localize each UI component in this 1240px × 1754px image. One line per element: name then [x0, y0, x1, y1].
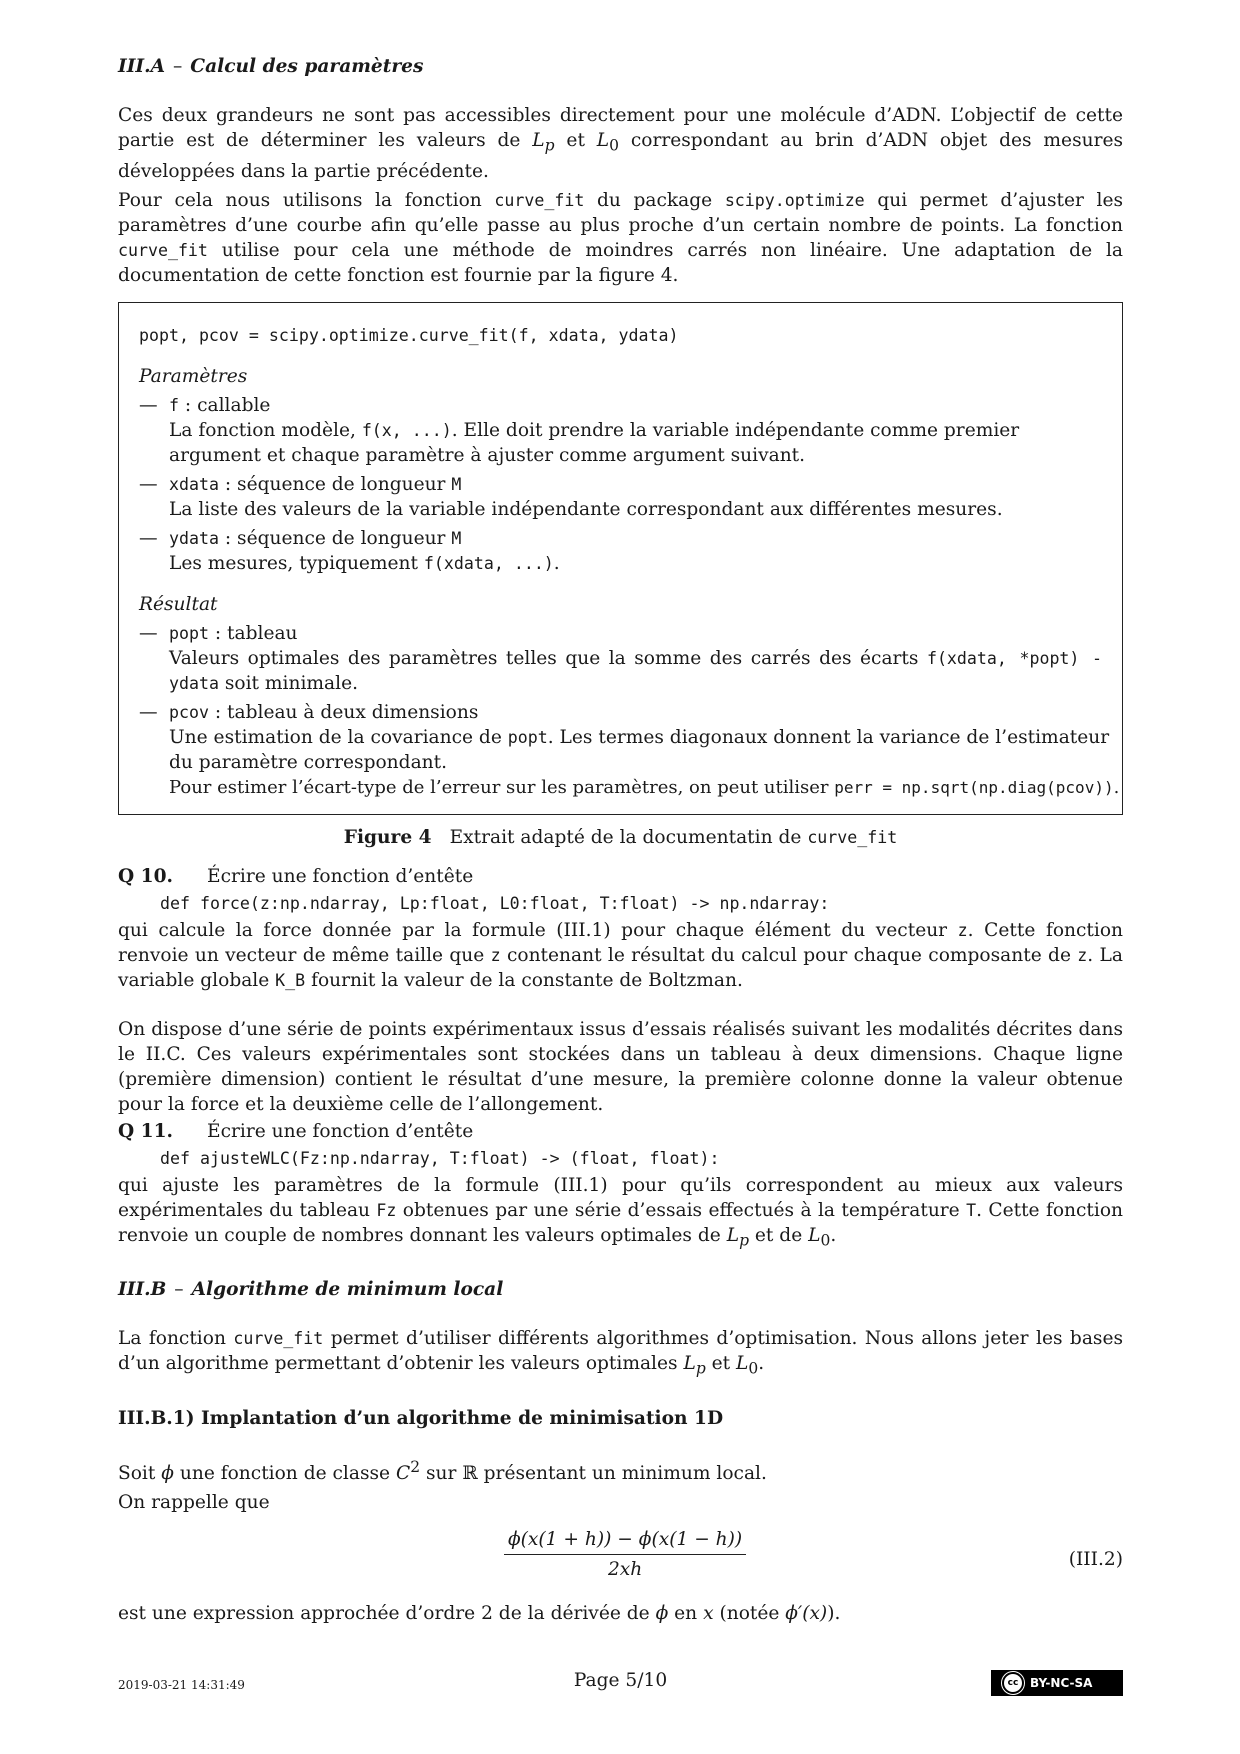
formula-fraction: [504, 1527, 746, 1582]
question-11: Q 11. Écrire une fonction d’entête: [118, 1120, 474, 1142]
question-label: Q 10.: [118, 865, 174, 887]
derivative-remark: est une expression approchée d’ordre 2 de la dérivée de ϕ en x (notée ϕ′(x)).: [118, 1603, 841, 1625]
param-item-ydata: — ydata : séquence de longueur M Les mesures, typiquement f(xdata, ...).: [139, 527, 560, 574]
page-footer: [118, 1670, 1123, 1700]
formula-denominator: 2xh: [607, 1559, 643, 1581]
experimental-data-paragraph: On dispose d’une série de points expérimentaux issus d’essais réalisés suivant les modalités décrites dans le II.C. Ces valeurs expérimentales sont stockées dans un tableau à deux dimensions. Chaque ligne (première dimension) contient le résultat d’une mesure, la première colonne donne la valeur obtenue pour la force et la deuxième celle de l’allongement.: [118, 1018, 1123, 1115]
creative-commons-icon: cc: [1002, 1672, 1024, 1694]
formula-numerator: ϕ(x(1 + h)) − ϕ(x(1 − h)): [504, 1527, 746, 1555]
q10-description: qui calcule la force donnée par la formule (III.1) pour chaque élément du vecteur z. Cette fonction renvoie un vecteur de même taille que z contenant le résultat du calcul pour chaque composante de z. La variable globale K_B fournit la valeur de la constante de Boltzman.: [118, 919, 1123, 991]
license-badge: cc BY-NC-SA: [991, 1670, 1123, 1696]
question-label: Q 11.: [118, 1120, 174, 1142]
formula-iii-2: [118, 1527, 1123, 1593]
section-number: III.A: [118, 56, 165, 77]
q10-function-header: def force(z:np.ndarray, Lp:float, L0:float, T:float) -> np.ndarray:: [160, 893, 830, 913]
q11-description: qui ajuste les paramètres de la formule (III.1) pour qu’ils correspondent au mieux aux valeurs expérimentales du tableau Fz obtenues par une série d’essais effectués à la température T. Cette fonction renvoie un couple de nombres donnant les valeurs optimales de $L_p$ et de $L_0$.: [118, 1174, 1123, 1250]
section-heading-iii-b: III.B – Algorithme de minimum local: [118, 1279, 504, 1301]
section-dash: –: [173, 56, 183, 77]
question-10: Q 10. Écrire une fonction d’entête: [118, 865, 474, 887]
section-heading-iii-a: [118, 54, 1123, 79]
result-heading: Résultat: [139, 593, 218, 615]
section-title: Calcul des paramètres: [190, 56, 424, 77]
page-number: Page 5/10: [573, 1670, 668, 1691]
recall-line: On rappelle que: [118, 1492, 270, 1514]
page-content: [118, 54, 1123, 1626]
figure-4-caption: Figure 4 Extrait adapté de la documentatin de curve_fit: [343, 826, 898, 848]
param-item-xdata: — xdata : séquence de longueur M La liste des valeurs de la variable indépendante correspondant aux différentes mesures.: [139, 473, 1003, 520]
q11-function-header: def ajusteWLC(Fz:np.ndarray, T:float) -> (float, float):: [160, 1148, 720, 1168]
section-b-paragraph: La fonction curve_fit permet d’utiliser différents algorithmes d’optimisation. Nous allons jeter les bases d’un algorithme permettant d’obtenir les valeurs optimales $L_p$ et $L_0$.: [118, 1328, 1123, 1379]
phi-definition: Soit ϕ une fonction de classe $C^2$ sur ℝ présentant un minimum local.: [118, 1458, 767, 1485]
documentation-box: [118, 302, 1123, 815]
result-item-popt: — popt : tableau Valeurs optimales des paramètres telles que la somme des carrés des écarts f(xdata, *popt) - ydata soit minimale.: [139, 622, 1102, 694]
function-signature: popt, pcov = scipy.optimize.curve_fit(f, xdata, ydata): [139, 325, 679, 345]
result-item-pcov: — pcov : tableau à deux dimensions Une estimation de la covariance de popt. Les termes diagonaux donnent la variance de l’estimateur du paramètre correspondant. Pour estimer l’écart-type de l’erreur sur les paramètres, on peut utiliser perr = np.sqrt(np.diag(pcov)).: [139, 701, 1120, 798]
params-heading: Paramètres: [139, 365, 248, 387]
equation-number: (III.2): [1068, 1549, 1123, 1571]
param-item-f: — f : callable La fonction modèle, f(x, ...). Elle doit prendre la variable indépendante comme premier argument et chaque paramètre à ajuster comme argument suivant.: [139, 394, 1020, 466]
footer-timestamp: 2019-03-21 14:31:49: [118, 1678, 245, 1692]
subsection-heading-iii-b-1: III.B.1) Implantation d’un algorithme de minimisation 1D: [118, 1408, 724, 1430]
intro-paragraph-2: Pour cela nous utilisons la fonction curve_fit du package scipy.optimize qui permet d’ajuster les paramètres d’une courbe afin qu’elle passe au plus proche d’un certain nombre de points. La fonction curve_fit utilise pour cela une méthode de moindres carrés non linéaire. Une adaptation de la documentation de cette fonction est fournie par la figure 4.: [118, 189, 1124, 286]
intro-paragraph-1: Ces deux grandeurs ne sont pas accessibles directement pour une molécule d’ADN. L’objectif de cette partie est de déterminer les valeurs de $L_p$ et $L_0$ correspondant au brin d’ADN objet des mesures développées dans la partie précédente.: [118, 105, 1124, 182]
